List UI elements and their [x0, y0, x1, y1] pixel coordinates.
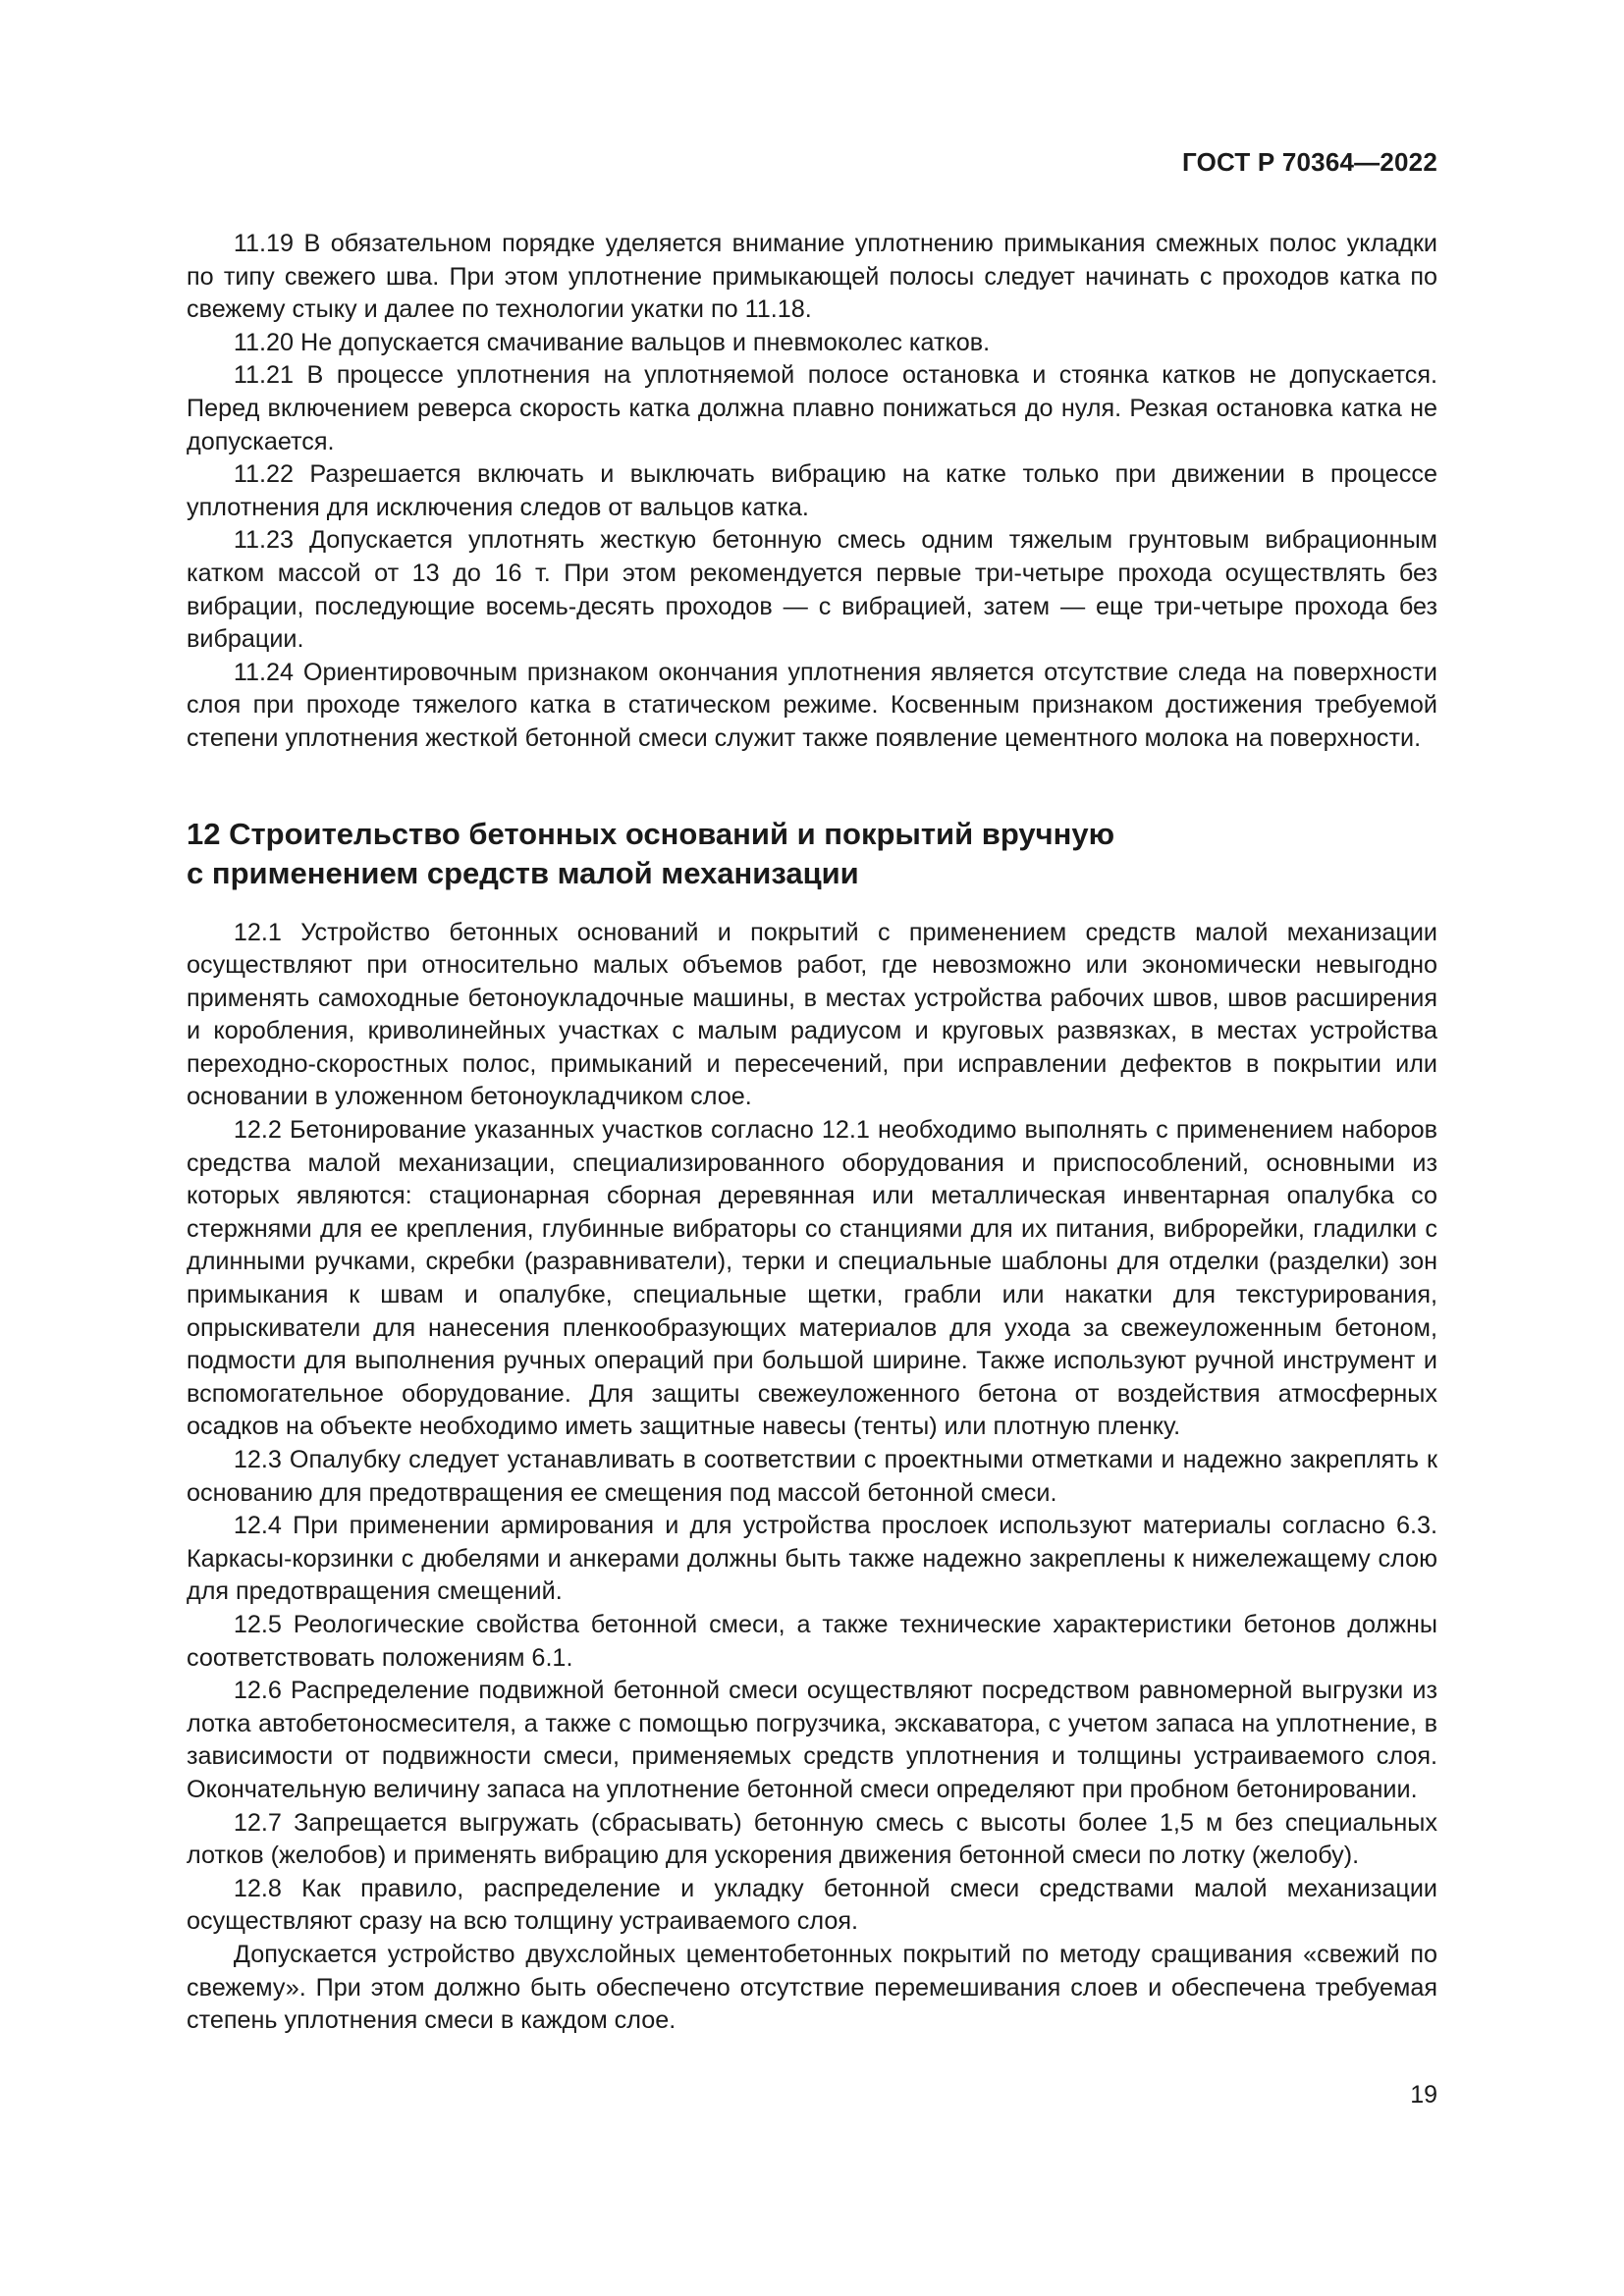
paragraph-11-19: 11.19 В обязательном порядке уделяется внимание уплотнению примыкания смежных полос укладки по типу свежего шва. При этом уплотнение примыкающей полосы следует начинать с проходов катка по свежему стыку и далее по технологии укатки по 11.18.	[187, 230, 1437, 324]
paragraph-12-8-continued: Допускается устройство двухслойных цементобетонных покрытий по методу сращивания «свежий по свежему». При этом должно быть обеспечено отсутствие перемешивания слоев и обеспечена требуемая степень уплотнения смеси в каждом слое.	[187, 1940, 1437, 2035]
section-12-heading	[187, 815, 1437, 893]
paragraph-12-6: 12.6 Распределение подвижной бетонной смеси осуществляют посредством равномерной выгрузки из лотка автобетоносмесителя, а также с помощью погрузчика, экскаватора, с учетом запаса на уплотнение, в зависимости от подвижности смеси, применяемых средств уплотнения и толщины устраиваемого слоя. Окончательную величину запаса на уплотнение бетонной смеси определяют при пробном бетонировании.	[187, 1677, 1437, 1803]
paragraph-11-20: 11.20 Не допускается смачивание вальцов и пневмоколес катков.	[233, 328, 991, 356]
paragraph-11-22: 11.22 Разрешается включать и выключать вибрацию на катке только при движении в процессе уплотнения для исключения следов от вальцов катка.	[187, 460, 1437, 521]
paragraph-12-8: 12.8 Как правило, распределение и укладку бетонной смеси средствами малой механизации осуществляют сразу на всю толщину устраиваемого слоя.	[187, 1874, 1437, 1936]
paragraph-11-23: 11.23 Допускается уплотнять жесткую бетонную смесь одним тяжелым грунтовым вибрационным катком массой от 13 до 16 т. При этом рекомендуется первые три-четыре прохода осуществлять без вибрации, последующие восемь-десять проходов — с вибрацией, затем — еще три-четыре прохода без вибрации.	[187, 526, 1437, 654]
paragraph-12-1: 12.1 Устройство бетонных оснований и покрытий с применением средств малой механизации осуществляют при относительно малых объемов работ, где невозможно или экономически невыгодно применять самоходные бетоноукладочные машины, в местах устройства рабочих швов, швов расширения и коробления, криволинейных участках с малым радиусом и круговых развязках, в местах устройства переходно-скоростных полос, примыканий и пересечений, при исправлении дефектов в покрытии или основании в уложенном бетоноукладчиком слое.	[187, 918, 1437, 1111]
document-code-header: ГОСТ Р 70364—2022	[1182, 147, 1437, 177]
paragraph-12-5: 12.5 Реологические свойства бетонной смеси, а также технические характеристики бетонов должны соответствовать положениям 6.1.	[187, 1610, 1437, 1672]
paragraph-11-24: 11.24 Ориентировочным признаком окончания уплотнения является отсутствие следа на поверхности слоя при проходе тяжелого катка в статическом режиме. Косвенным признаком достижения требуемой степени уплотнения жесткой бетонной смеси служит также появление цементного молока на поверхности.	[187, 658, 1437, 752]
page-number: 19	[1410, 2081, 1437, 2109]
paragraph-12-7: 12.7 Запрещается выгружать (сбрасывать) бетонную смесь с высоты более 1,5 м без специальных лотков (желобов) и применять вибрацию для ускорения движения бетонной смеси по лотку (желобу).	[187, 1808, 1437, 1870]
paragraph-12-4: 12.4 При применении армирования и для устройства прослоек используют материалы согласно 6.3. Каркасы-корзинки с дюбелями и анкерами должны быть также надежно закреплены к нижележащему слою для предотвращения смещений.	[187, 1512, 1437, 1606]
paragraph-12-3: 12.3 Опалубку следует устанавливать в соответствии с проектными отметками и надежно закреплять к основанию для предотвращения ее смещения под массой бетонной смеси.	[187, 1446, 1437, 1507]
section-12-heading-line2: с применением средств малой механизации	[187, 855, 859, 890]
document-body	[187, 228, 1437, 2038]
paragraph-11-21: 11.21 В процессе уплотнения на уплотняемой полосе остановка и стоянка катков не допускается. Перед включением реверса скорость катка должна плавно понижаться до нуля. Резкая остановка катка не допускается.	[187, 361, 1437, 455]
section-12-heading-line1: 12 Строительство бетонных оснований и покрытий вручную	[187, 816, 1115, 851]
paragraph-12-2: 12.2 Бетонирование указанных участков согласно 12.1 необходимо выполнять с применением наборов средства малой механизации, специализированного оборудования и приспособлений, основными из которых являются: стационарная сборная деревянная или металлическая инвентарная опалубка со стержнями для ее крепления, глубинные вибраторы со станциями для их питания, виброрейки, гладилки с длинными ручками, скребки (разравниватели), терки и специальные шаблоны для отделки (разделки) зон примыкания к швам и опалубке, специальные щетки, грабли или накатки для текстурирования, опрыскиватели для нанесения пленкообразующих материалов для ухода за свежеуложенным бетоном, подмости для выполнения ручных операций при большой ширине. Также используют ручной инструмент и вспомогательное оборудование. Для защиты свежеуложенного бетона от воздействия атмосферных осадков на объекте необходимо иметь защитные навесы (тенты) или плотную пленку.	[187, 1116, 1437, 1441]
